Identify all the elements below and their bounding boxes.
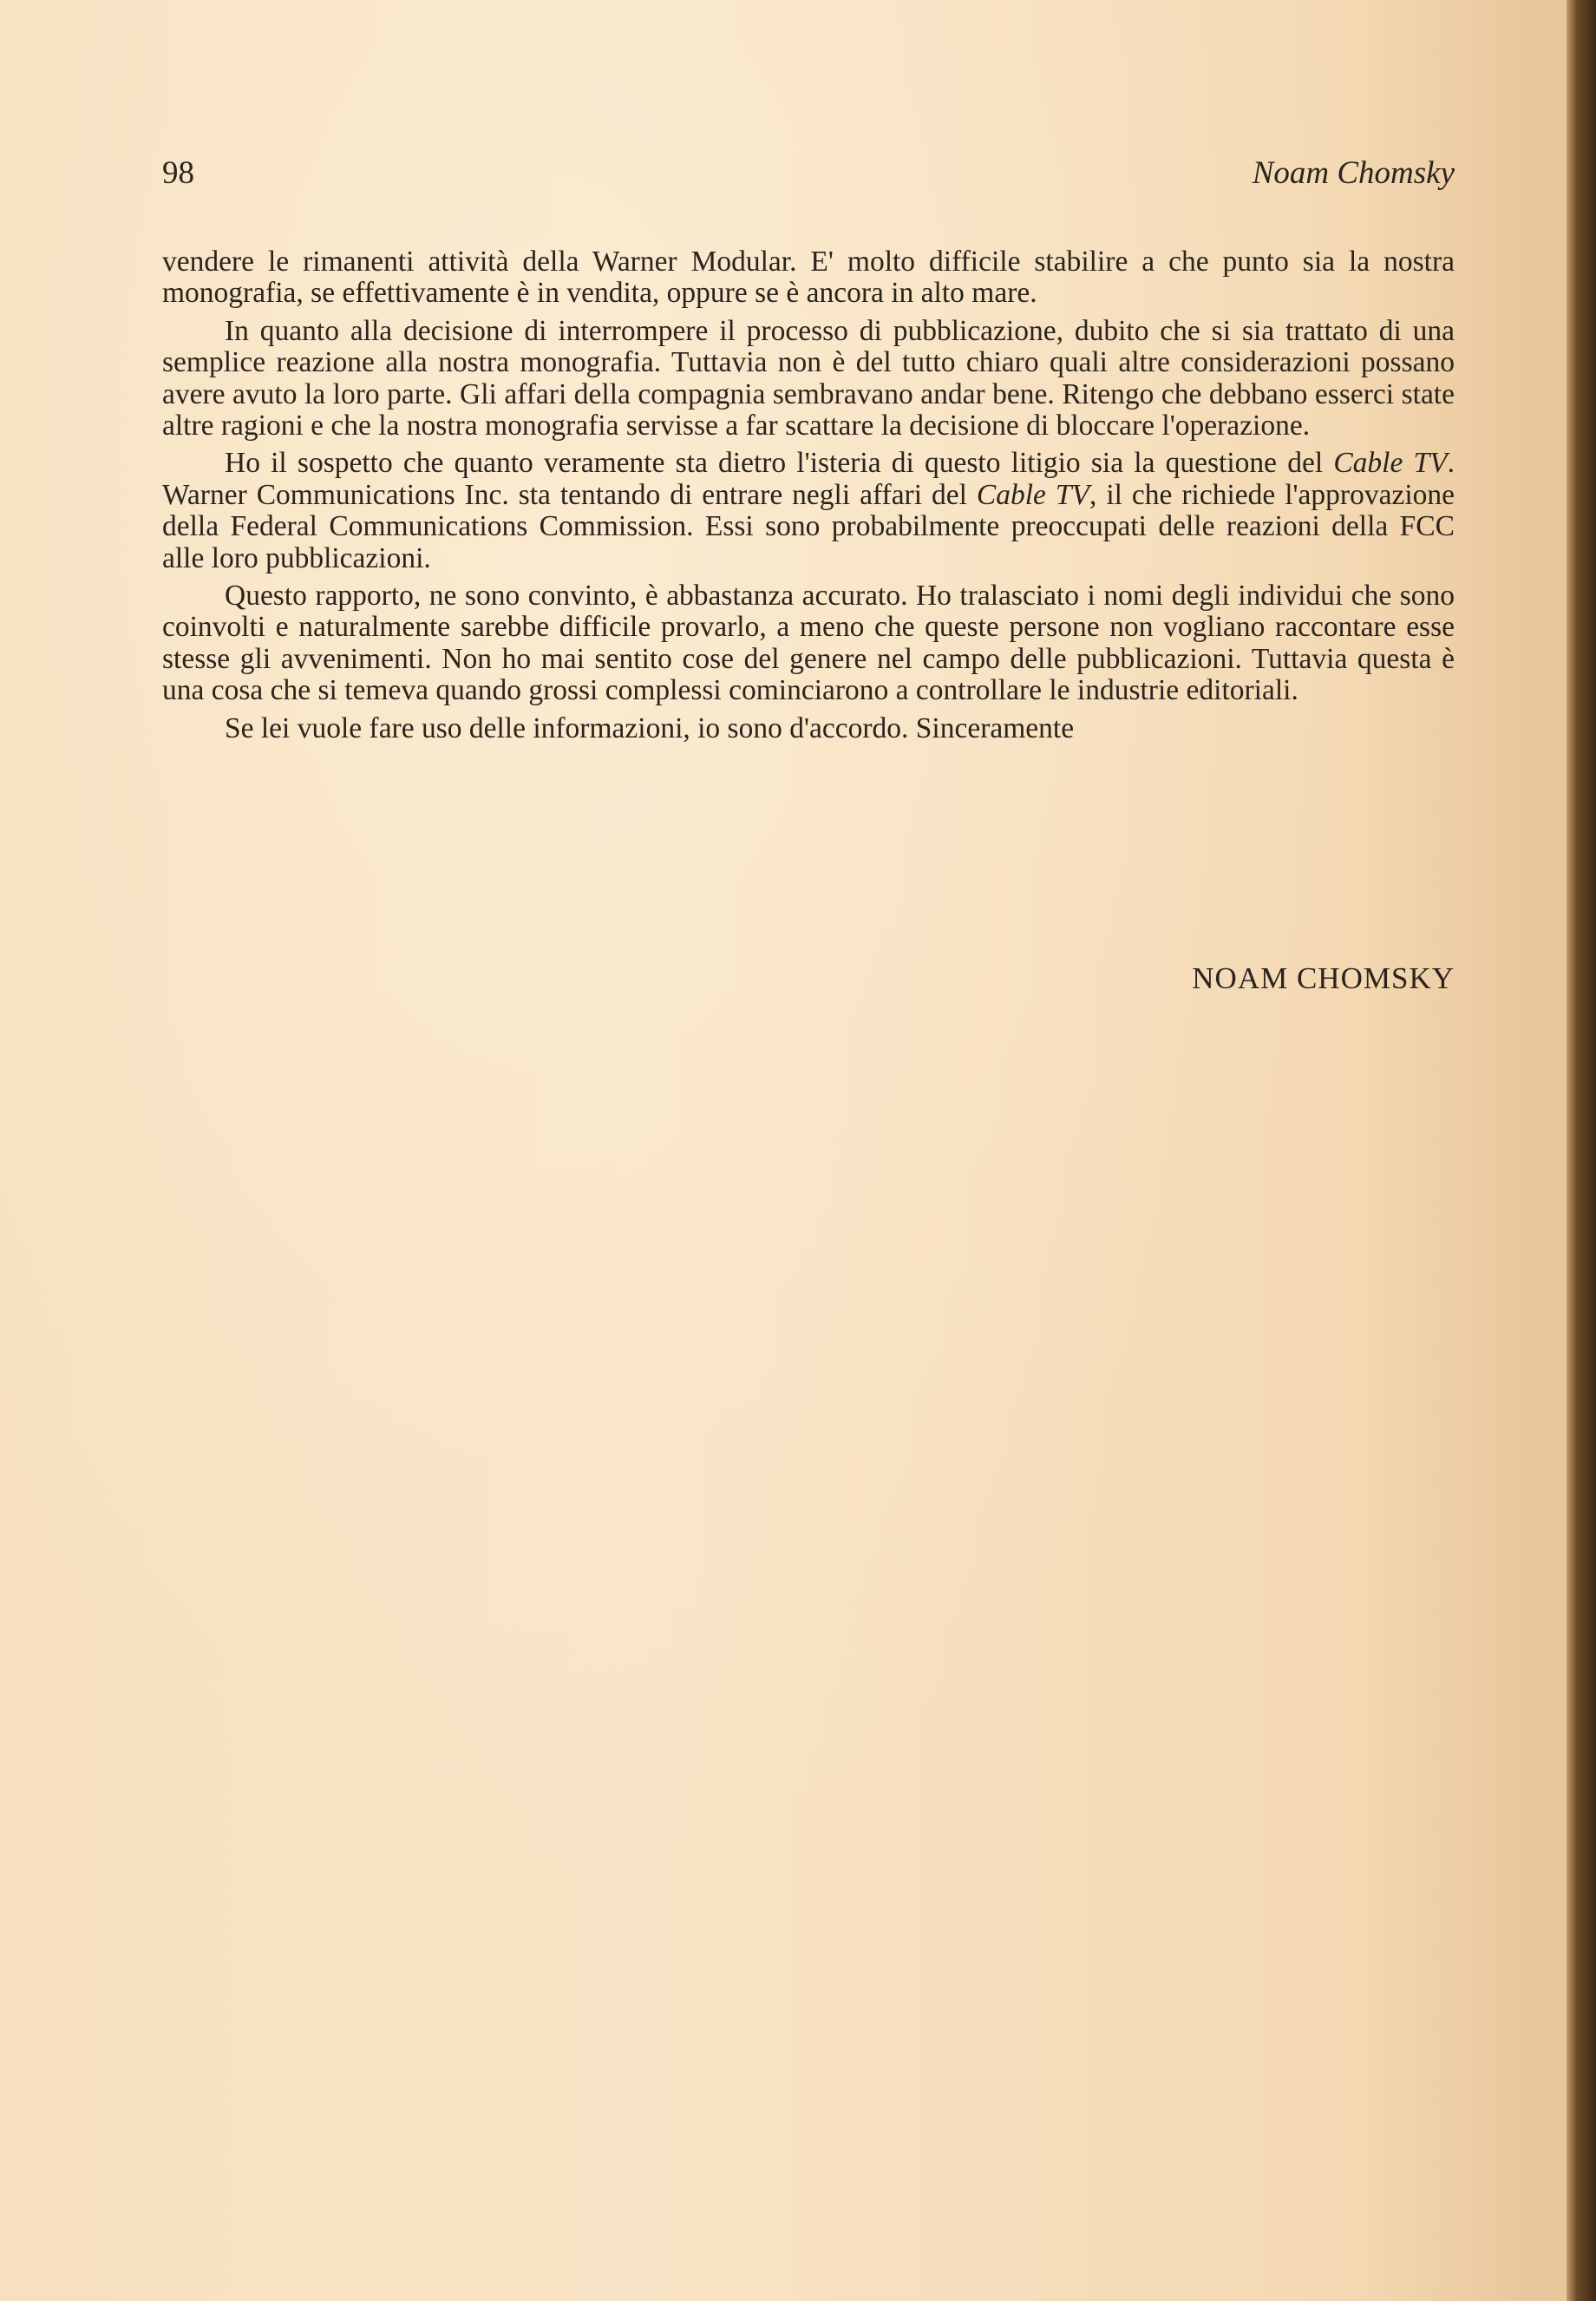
running-title: Noam Chomsky xyxy=(1252,155,1455,191)
signature: NOAM CHOMSKY xyxy=(1192,961,1455,995)
paragraph-3 xyxy=(162,448,1455,574)
cable-tv-italic-1: Cable TV xyxy=(1333,447,1448,480)
paragraph-3-part-c: , il che richiede l'approvazione della Federal Communications Commission. Essi sono probabilmente preoccupati delle reazioni della FCC alle loro pubblicazioni. xyxy=(162,478,1455,574)
page-number: 98 xyxy=(162,155,194,191)
paragraph-4: Questo rapporto, ne sono convinto, è abbastanza accurato. Ho tralasciato i nomi degli individui che sono coinvolti e naturalmente sarebbe difficile provarlo, a meno che queste persone non vogliano raccontare esse stesse gli avvenimenti. Non ho mai sentito cose del genere nel campo delle pubblicazioni. Tuttavia questa è una cosa che si temeva quando grossi complessi cominciarono a controllare le industrie editoriali. xyxy=(162,580,1455,707)
paragraph-3-part-b: . Warner Communications Inc. sta tentando di entrare negli affari del xyxy=(162,447,1455,511)
paragraph-3-part-a: Ho il sospetto che quanto veramente sta dietro l'isteria di questo litigio sia la questione del xyxy=(225,447,1334,480)
paragraph-1: vendere le rimanenti attività della Warner Modular. E' molto difficile stabilire a che punto sia la nostra monografia, se effettivamente è in vendita, oppure se è ancora in alto mare. xyxy=(162,246,1455,310)
paragraph-5: Se lei vuole fare uso delle informazioni, io sono d'accordo. Sinceramente xyxy=(225,711,1075,744)
body-text xyxy=(162,246,1455,751)
paragraph-2: In quanto alla decisione di interrompere il processo di pubblicazione, dubito che si sia trattato di una semplice reazione alla nostra monografia. Tuttavia non è del tutto chiaro quali altre considerazioni possano avere avuto la loro parte. Gli affari della compagnia sembravano andar bene. Ritengo che debbano esserci state altre ragioni e che la nostra monografia servisse a far scattare la decisione di bloccare l'operazione. xyxy=(162,314,1455,442)
cable-tv-italic-2: Cable TV xyxy=(976,478,1089,511)
page-edge xyxy=(1567,0,1596,2301)
